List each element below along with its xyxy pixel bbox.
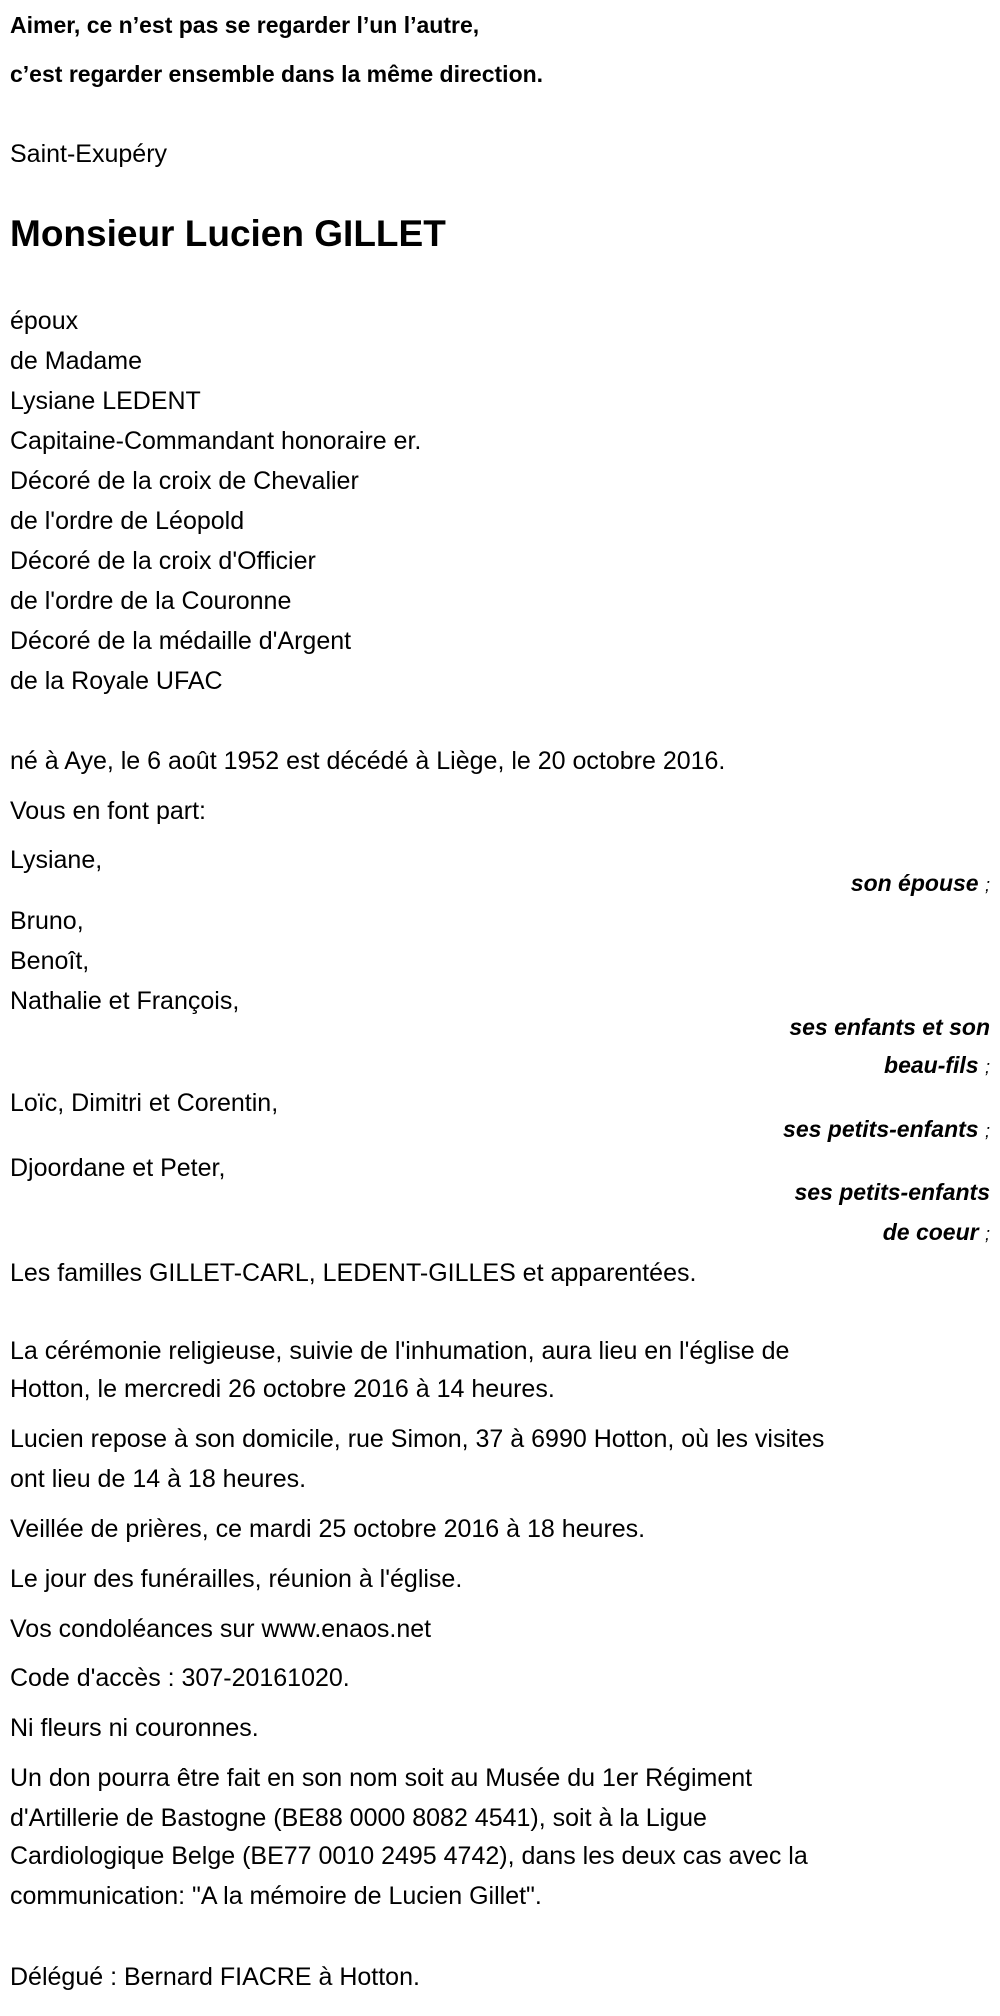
info-line: Hotton, le mercredi 26 octobre 2016 à 14 heures. (10, 1375, 555, 1403)
title-line: Lysiane LEDENT (10, 387, 201, 415)
title-line: Décoré de la croix de Chevalier (10, 467, 359, 495)
info-line: communication: "A la mémoire de Lucien Gillet". (10, 1882, 542, 1910)
info-line: ont lieu de 14 à 18 heures. (10, 1465, 307, 1493)
info-line: Un don pourra être fait en son nom soit au Musée du 1er Régiment (10, 1764, 753, 1792)
quote-line-1: Aimer, ce n’est pas se regarder l’un l’autre, (10, 12, 480, 38)
title-line: de l'ordre de la Couronne (10, 587, 292, 615)
title-line: Décoré de la médaille d'Argent (10, 627, 352, 655)
birth-death: né à Aye, le 6 août 1952 est décédé à Liège, le 20 octobre 2016. (10, 747, 726, 775)
title-line: époux (10, 307, 79, 335)
deceased-name: Monsieur Lucien GILLET (10, 213, 446, 254)
family-name: Lysiane, (10, 846, 103, 874)
info-line: La cérémonie religieuse, suivie de l'inhumation, aura lieu en l'église de (10, 1337, 790, 1365)
family-relation: ses enfants et son (789, 1014, 990, 1040)
family-relation: beau-fils ; (884, 1052, 990, 1078)
info-line: d'Artillerie de Bastogne (BE88 0000 8082 4541), soit à la Ligue (10, 1804, 707, 1832)
announce: Vous en font part: (10, 797, 206, 825)
info-line: Ni fleurs ni couronnes. (10, 1714, 259, 1742)
title-line: Décoré de la croix d'Officier (10, 547, 316, 575)
title-line: Capitaine-Commandant honoraire er. (10, 427, 422, 455)
family-relation: de coeur ; (882, 1219, 990, 1245)
family-name: Bruno, (10, 907, 84, 935)
title-line: de la Royale UFAC (10, 667, 223, 695)
info-line: Code d'accès : 307-20161020. (10, 1664, 350, 1692)
info-line: Veillée de prières, ce mardi 25 octobre 2016 à 18 heures. (10, 1515, 646, 1543)
family-relation: ses petits-enfants ; (783, 1116, 990, 1142)
quote-author: Saint-Exupéry (10, 140, 168, 168)
family-name: Nathalie et François, (10, 987, 240, 1015)
info-line: Cardiologique Belge (BE77 0010 2495 4742), dans les deux cas avec la (10, 1842, 808, 1870)
condolences-link[interactable]: Vos condoléances sur www.enaos.net (10, 1615, 432, 1643)
quote-line-2: c’est regarder ensemble dans la même direction. (10, 61, 544, 87)
family-name: Djoordane et Peter, (10, 1154, 226, 1182)
families: Les familles GILLET-CARL, LEDENT-GILLES et apparentées. (10, 1259, 697, 1287)
title-line: de Madame (10, 347, 143, 375)
family-relation: ses petits-enfants (794, 1179, 990, 1205)
info-line: Lucien repose à son domicile, rue Simon, 37 à 6990 Hotton, où les visites (10, 1425, 825, 1453)
info-line: Le jour des funérailles, réunion à l'église. (10, 1565, 463, 1593)
delegate: Délégué : Bernard FIACRE à Hotton. (10, 1963, 420, 1991)
family-relation: son épouse ; (850, 870, 990, 896)
title-line: de l'ordre de Léopold (10, 507, 245, 535)
family-name: Benoît, (10, 947, 90, 975)
family-name: Loïc, Dimitri et Corentin, (10, 1089, 279, 1117)
